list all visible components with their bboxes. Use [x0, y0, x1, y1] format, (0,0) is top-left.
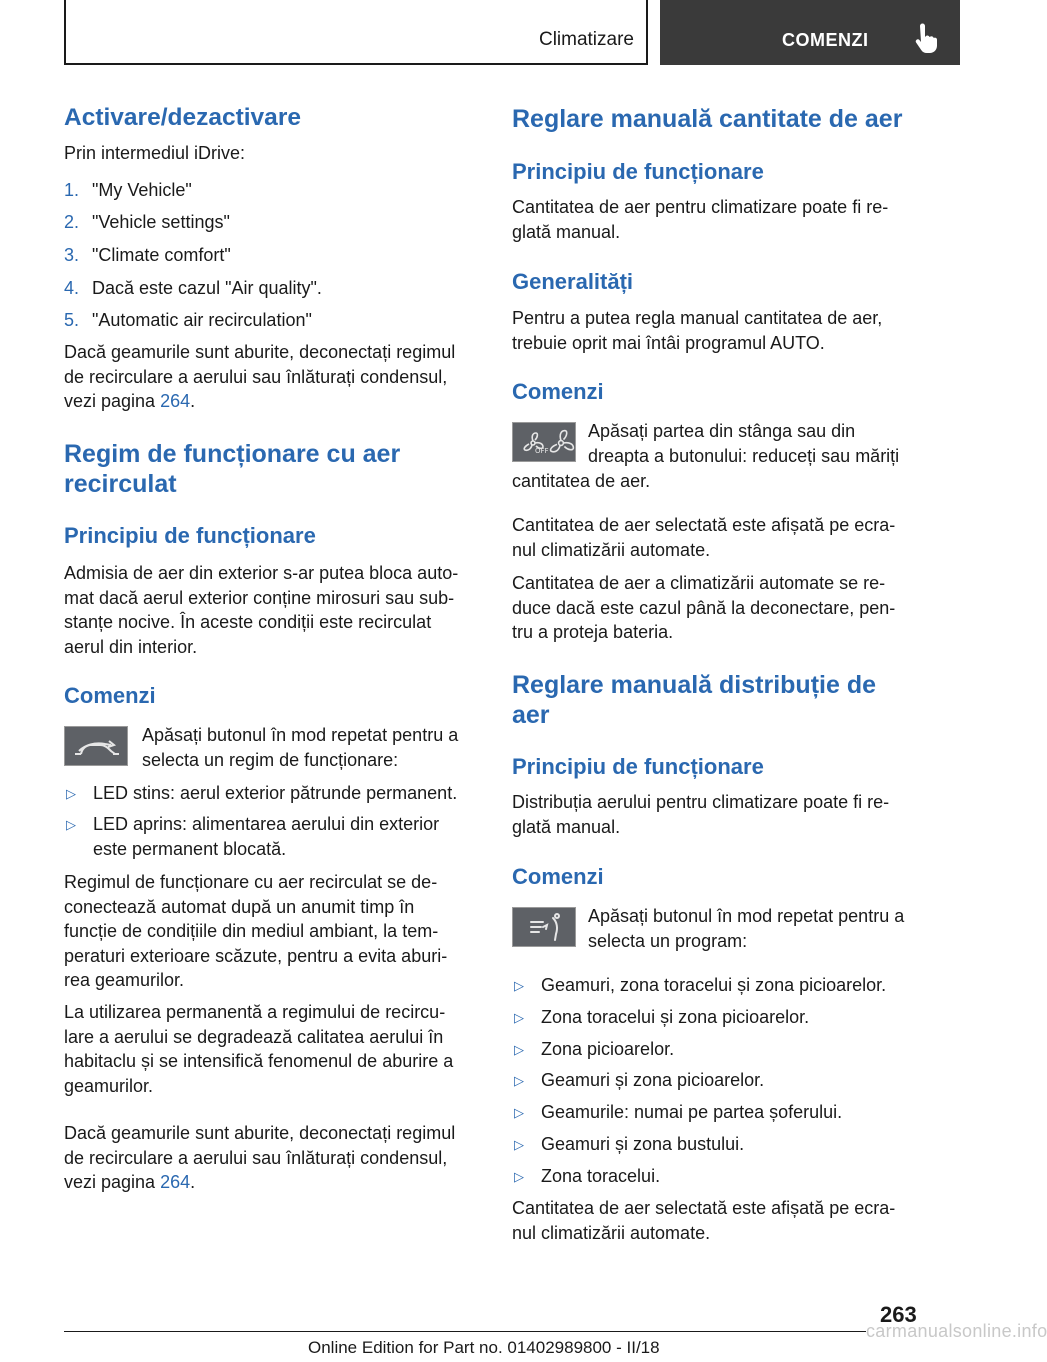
heading-line: Reglare manuală distribuție de [512, 671, 876, 699]
text-segment: vezi pagina [64, 1172, 161, 1192]
step-number: 4. [64, 278, 80, 298]
recirculation-car-icon [65, 727, 129, 767]
text-fog-1 [64, 340, 455, 414]
step-text: "Climate comfort" [92, 245, 231, 265]
text-line: dreapta a butonului: reduceți sau măriți [588, 445, 900, 466]
triangle-bullet-icon: ▷ [66, 786, 76, 801]
page-link-264[interactable]: 264 [160, 391, 191, 411]
text-apasati-program [588, 904, 904, 953]
text-line: La utilizarea permanentă a regimului de recircu- [64, 1002, 446, 1022]
text-fog-2 [64, 1121, 455, 1195]
text-apasati-stanga [588, 419, 899, 468]
air-distribution-icon [513, 908, 577, 948]
text-afisata [512, 513, 895, 562]
text-line: aerul din interior. [64, 636, 198, 657]
text-line: peraturi exterioare scăzute, pentru a evita aburi- [64, 945, 448, 966]
text-admisia [64, 561, 458, 659]
step-text: Dacă este cazul "Air quality". [92, 278, 322, 298]
fan-button-image [512, 422, 576, 462]
page-link-264[interactable]: 264 [160, 1172, 191, 1192]
text-cantitate [512, 195, 888, 244]
text-segment: vezi pagina [64, 391, 161, 411]
triangle-bullet-icon: ▷ [514, 1137, 524, 1152]
text-line: Dacă geamurile sunt aburite, deconectați regimul [64, 342, 456, 362]
heading-comenzi: Comenzi [64, 683, 156, 708]
heading-regim-recirculat [64, 439, 400, 499]
step-number: 1. [64, 180, 80, 200]
list-item: Geamuri și zona picioarelor. [541, 1070, 765, 1090]
text-line: mat dacă aerul exterior conține mirosuri sau sub- [64, 587, 455, 608]
header-section-box [64, 0, 648, 65]
heading-principiu: Principiu de funcționare [64, 523, 316, 548]
text-line: tru a proteja bateria. [512, 622, 674, 642]
text-cantitatea-de-aer: cantitatea de aer. [512, 471, 651, 491]
text-afisata-2 [512, 1196, 895, 1245]
step-text: "My Vehicle" [92, 180, 192, 200]
list-item: Geamuri, zona toracelui și zona picioarelor. [541, 975, 887, 995]
text-line: nul climatizării automate. [512, 1222, 711, 1243]
header-section-title: Climatizare [538, 29, 634, 50]
triangle-bullet-icon: ▷ [514, 1042, 524, 1057]
list-item: Geamurile: numai pe partea șoferului. [541, 1102, 843, 1122]
text-line: Admisia de aer din exterior s-ar putea bloca auto- [64, 563, 459, 583]
text-regimul [64, 870, 447, 993]
text-line: glată manual. [512, 816, 621, 837]
heading-principiu: Principiu de funcționare [512, 159, 764, 184]
text-line: rea geamurilor. [64, 970, 185, 990]
list-item: Geamuri și zona bustului. [541, 1134, 745, 1154]
text-line: Regimul de funcționare cu aer recirculat se de- [64, 872, 438, 892]
text-line [64, 389, 455, 414]
step-number: 5. [64, 310, 80, 330]
text-line: Cantitatea de aer selectată este afișată pe ecra- [512, 1198, 896, 1218]
distribution-button-image [512, 907, 576, 947]
watermark: carmanualsonline.info [866, 1321, 1047, 1341]
text-line: geamurilor. [64, 1075, 154, 1096]
text-line: Apăsați butonul în mod repetat pentru a [142, 725, 459, 745]
list-item [93, 812, 439, 861]
heading-line: aer [512, 701, 550, 729]
footer-divider [64, 1331, 866, 1332]
list-item: Zona toracelui și zona picioarelor. [541, 1007, 810, 1027]
text-line: conectează automat după un anumit timp în [64, 896, 415, 917]
heading-generalitati: Generalități [512, 269, 634, 294]
header-chapter-title: COMENZI [782, 30, 869, 50]
heading-reglare-cantitate: Reglare manuală cantitate de aer [512, 105, 903, 133]
heading-activare: Activare/dezactivare [64, 104, 301, 131]
text-line: stanțe nocive. În aceste condiții este recirculat [64, 612, 432, 632]
text-apasati-butonul [142, 723, 458, 772]
text-line: trebuie oprit mai întâi programul AUTO. [512, 332, 825, 353]
text-line: de recirculare a aerului sau înlăturați condensul, [64, 1147, 448, 1168]
text-utilizarea [64, 1000, 453, 1098]
text-line: duce dacă este cazul până la deconectare, pen- [512, 597, 896, 618]
fan-off-icon [513, 423, 577, 463]
triangle-bullet-icon: ▷ [514, 978, 524, 993]
heading-line: recirculat [64, 470, 177, 498]
text-line: Cantitatea de aer a climatizării automate se re- [512, 573, 886, 593]
svg-text:OFF: OFF [535, 447, 549, 455]
text-line: glată manual. [512, 221, 621, 242]
text-line: Apăsați partea din stânga sau din [588, 421, 856, 441]
step-number: 3. [64, 245, 80, 265]
text-distributie [512, 790, 889, 839]
heading-principiu: Principiu de funcționare [512, 754, 764, 779]
list-item: Zona picioarelor. [541, 1039, 675, 1059]
text-generalitati [512, 306, 882, 355]
text-line: selecta un program: [588, 930, 748, 951]
page-number: 263 [880, 1302, 917, 1327]
text-line: este permanent blocată. [93, 838, 287, 859]
heading-line: Regim de funcționare cu aer [64, 440, 401, 468]
text-line: selecta un regim de funcționare: [142, 749, 399, 770]
header-chapter-box [660, 0, 960, 65]
text-line: Pentru a putea regla manual cantitatea de aer, [512, 308, 883, 328]
list-item: Zona toracelui. [541, 1166, 661, 1186]
heading-comenzi: Comenzi [512, 379, 604, 404]
text-idrive: Prin intermediul iDrive: [64, 143, 246, 163]
step-number: 2. [64, 212, 80, 232]
step-text: "Vehicle settings" [92, 212, 230, 232]
text-segment: . [190, 1172, 196, 1192]
footer-edition: Online Edition for Part no. 01402989800 - II/18 [308, 1338, 660, 1357]
text-line: Apăsați butonul în mod repetat pentru a [588, 906, 905, 926]
text-line: Distribuția aerului pentru climatizare poate fi re- [512, 792, 890, 812]
step-text: "Automatic air recirculation" [92, 310, 312, 330]
list-item: LED stins: aerul exterior pătrunde permanent. [93, 783, 458, 803]
text-line: funcție de condițiile din mediul ambiant, la tem- [64, 921, 439, 941]
triangle-bullet-icon: ▷ [514, 1073, 524, 1088]
text-line: Cantitatea de aer pentru climatizare poate fi re- [512, 197, 889, 217]
text-segment: . [190, 391, 196, 411]
text-line [64, 1170, 455, 1195]
recirculation-button-image [64, 726, 128, 766]
heading-comenzi: Comenzi [512, 864, 604, 889]
text-line: nul climatizării automate. [512, 539, 711, 560]
text-line: de recirculare a aerului sau înlăturați condensul, [64, 366, 448, 387]
heading-reglare-distributie [512, 670, 876, 730]
triangle-bullet-icon: ▷ [66, 817, 76, 832]
text-line: lare a aerului se degradează calitatea aerului în [64, 1026, 444, 1047]
triangle-bullet-icon: ▷ [514, 1169, 524, 1184]
text-redusa [512, 571, 895, 645]
hand-pointer-icon [912, 24, 938, 54]
triangle-bullet-icon: ▷ [514, 1105, 524, 1120]
text-line: Dacă geamurile sunt aburite, deconectați regimul [64, 1123, 456, 1143]
text-line: habitaclu și se intensifică fenomenul de aburire a [64, 1051, 454, 1071]
text-line: Cantitatea de aer selectată este afișată pe ecra- [512, 515, 896, 535]
triangle-bullet-icon: ▷ [514, 1010, 524, 1025]
text-line: LED aprins: alimentarea aerului din exterior [93, 814, 440, 834]
